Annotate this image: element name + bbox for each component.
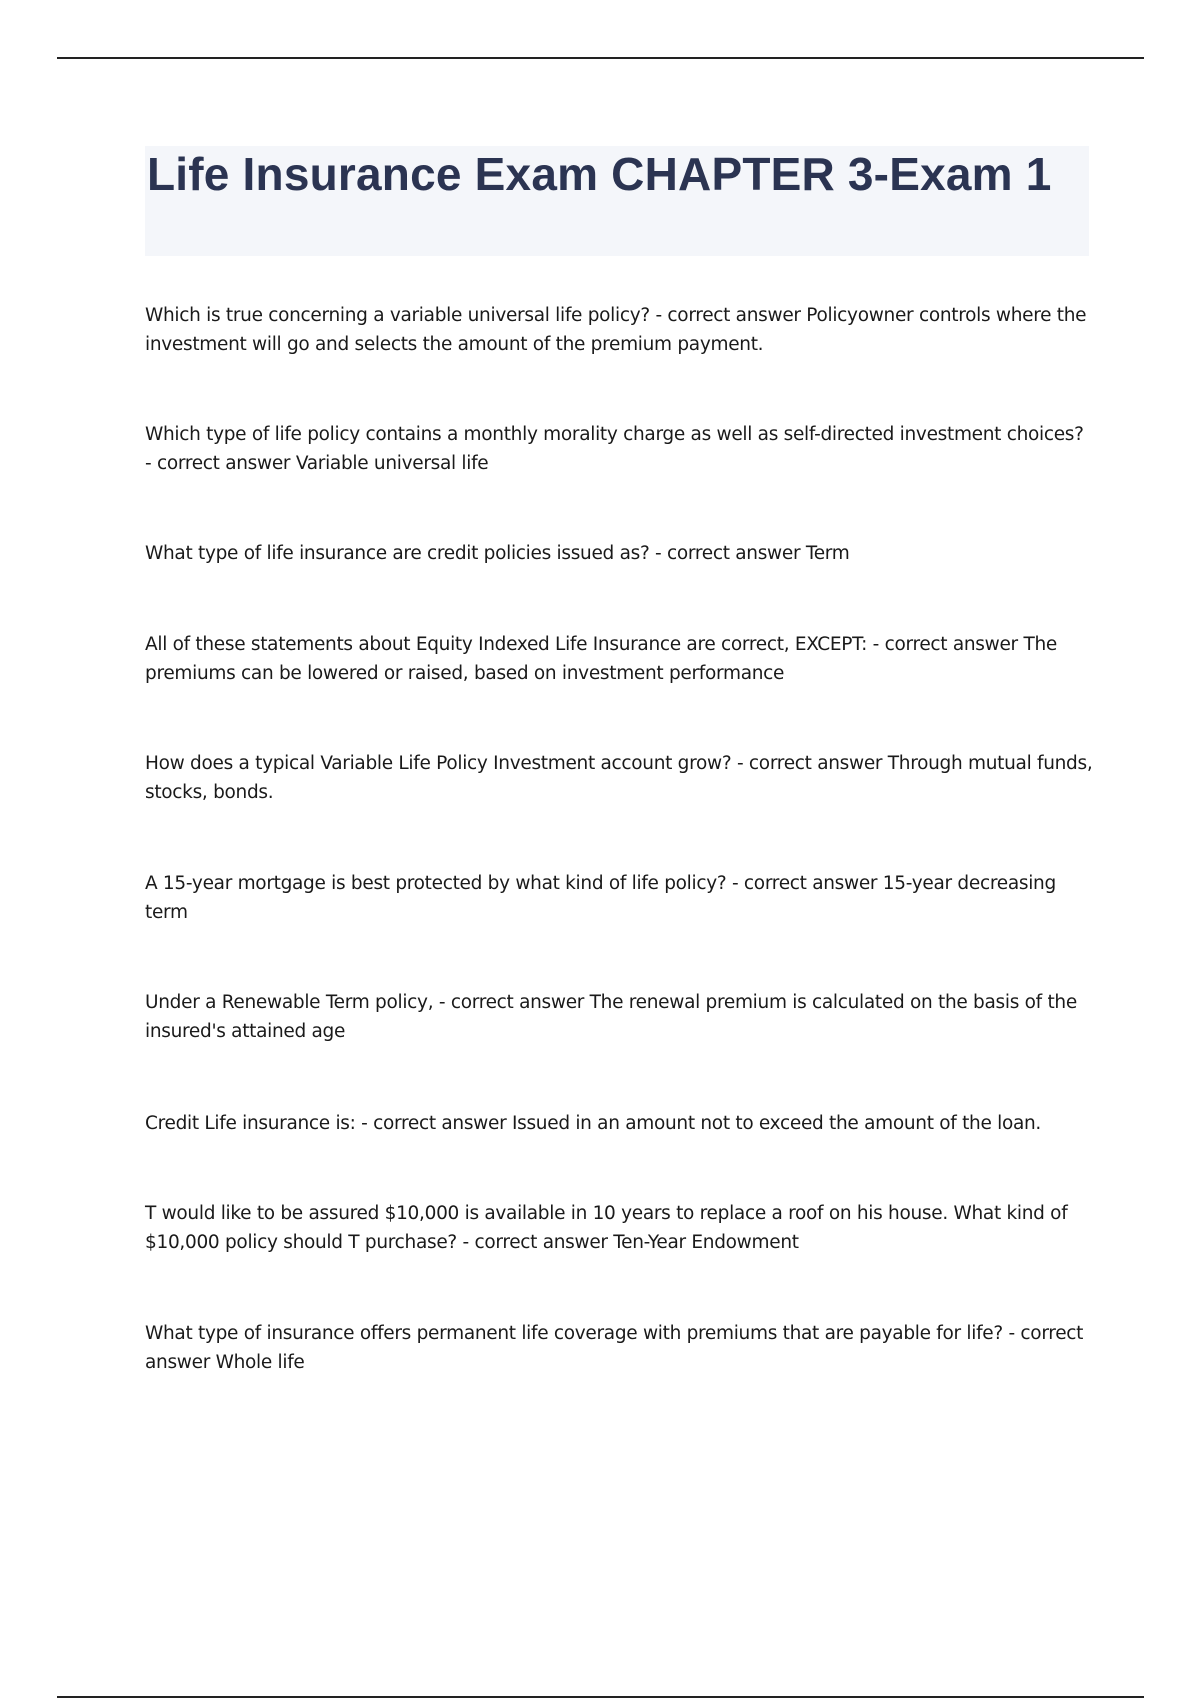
qa-item-8: Credit Life insurance is: - correct answer Issued in an amount not to exceed the amount of the loan. bbox=[145, 1113, 1042, 1134]
question-answer-list bbox=[145, 301, 1095, 1379]
qa-item-6: A 15-year mortgage is best protected by what kind of life policy? - correct answer 15-year decreasing term bbox=[145, 873, 1056, 923]
qa-item-9: T would like to be assured $10,000 is available in 10 years to replace a roof on his house. What kind of $10,000 policy should T purchase? - correct answer Ten-Year Endowment bbox=[145, 1203, 1068, 1253]
qa-item-1: Which is true concerning a variable universal life policy? - correct answer Policyowner controls where the investment will go and selects the amount of the premium payment. bbox=[145, 305, 1087, 355]
document-title: Life Insurance Exam CHAPTER 3-Exam 1 bbox=[147, 148, 1052, 200]
qa-item-7: Under a Renewable Term policy, - correct answer The renewal premium is calculated on the basis of the insured's attained age bbox=[145, 992, 1077, 1042]
qa-item-10: What type of insurance offers permanent life coverage with premiums that are payable for life? - correct answer Whole life bbox=[145, 1323, 1084, 1373]
bottom-divider bbox=[57, 1696, 1144, 1698]
qa-item-5: How does a typical Variable Life Policy Investment account grow? - correct answer Through mutual funds, stocks, bonds. bbox=[145, 753, 1093, 803]
top-divider bbox=[57, 57, 1144, 59]
title-banner bbox=[145, 146, 1089, 256]
qa-item-3: What type of life insurance are credit policies issued as? - correct answer Term bbox=[145, 543, 850, 564]
qa-item-2: Which type of life policy contains a monthly morality charge as well as self-directed investment choices? - correct answer Variable universal life bbox=[145, 424, 1084, 474]
qa-item-4: All of these statements about Equity Indexed Life Insurance are correct, EXCEPT: - correct answer The premiums can be lowered or raised, based on investment performance bbox=[145, 634, 1057, 684]
